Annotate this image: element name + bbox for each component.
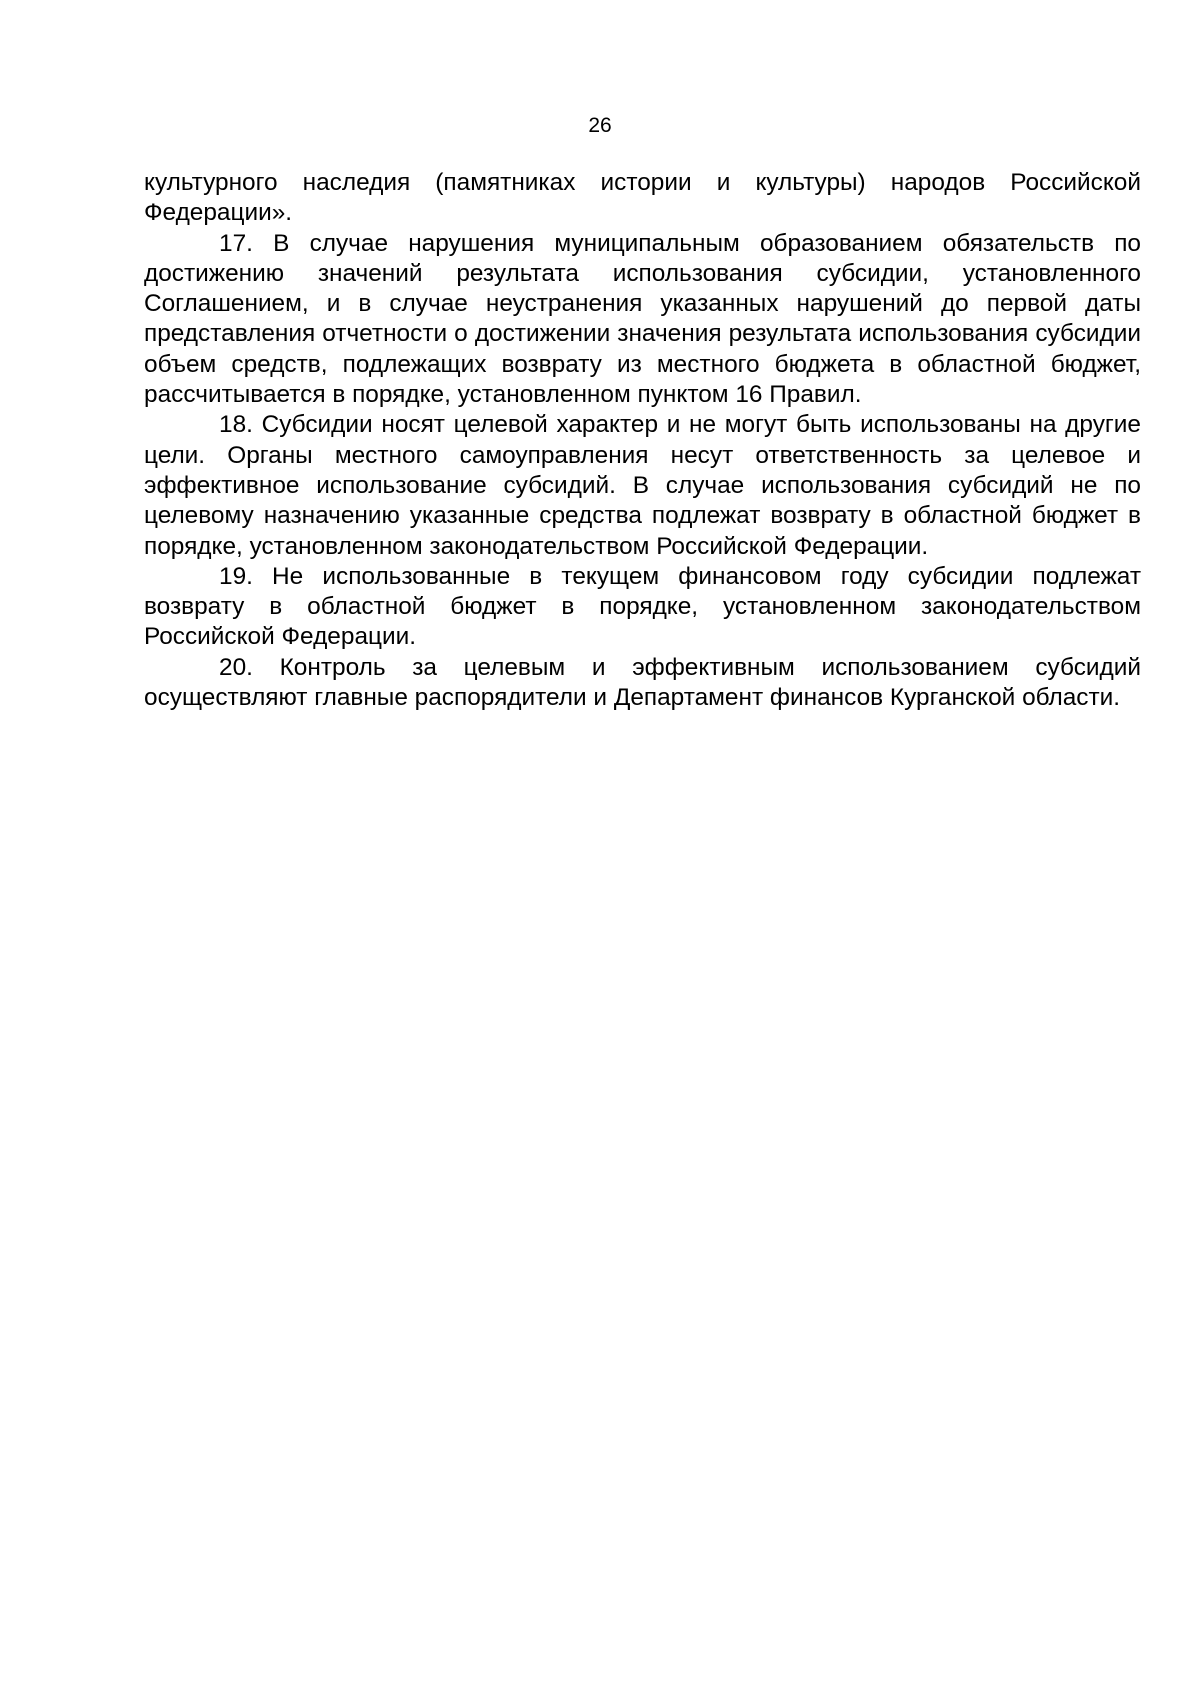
paragraph-item-17: 17. В случае нарушения муниципальным образованием обязательств по достижению значений результата использования субсидии, установленного Соглашением, и в случае неустранения указанных нарушений до первой даты представления отчетности о достижении значения результата использования субсидии объем средств, подлежащих возврату из местного бюджета в областной бюджет, рассчитывается в порядке, установленном пунктом 16 Правил. (144, 229, 1141, 409)
paragraph-item-19: 19. Не использованные в текущем финансовом году субсидии подлежат возврату в областной бюджет в порядке, установленном законодательством Российской Федерации. (144, 562, 1141, 651)
paragraph-item-18: 18. Субсидии носят целевой характер и не могут быть использованы на другие цели. Органы местного самоуправления несут ответственность за целевое и эффективное использование субсидий. В случае использования субсидий не по целевому назначению указанные средства подлежат возврату в областной бюджет в порядке, установленном законодательством Российской Федерации. (144, 411, 1141, 560)
paragraph-item-20: 20. Контроль за целевым и эффективным использованием субсидий осуществляют главные распорядители и Департамент финансов Курганской области. (144, 653, 1141, 712)
document-body (144, 168, 1141, 713)
page-number: 26 (588, 114, 612, 137)
paragraph-continuation: культурного наследия (памятниках истории и культуры) народов Российской Федерации». (144, 169, 1141, 227)
